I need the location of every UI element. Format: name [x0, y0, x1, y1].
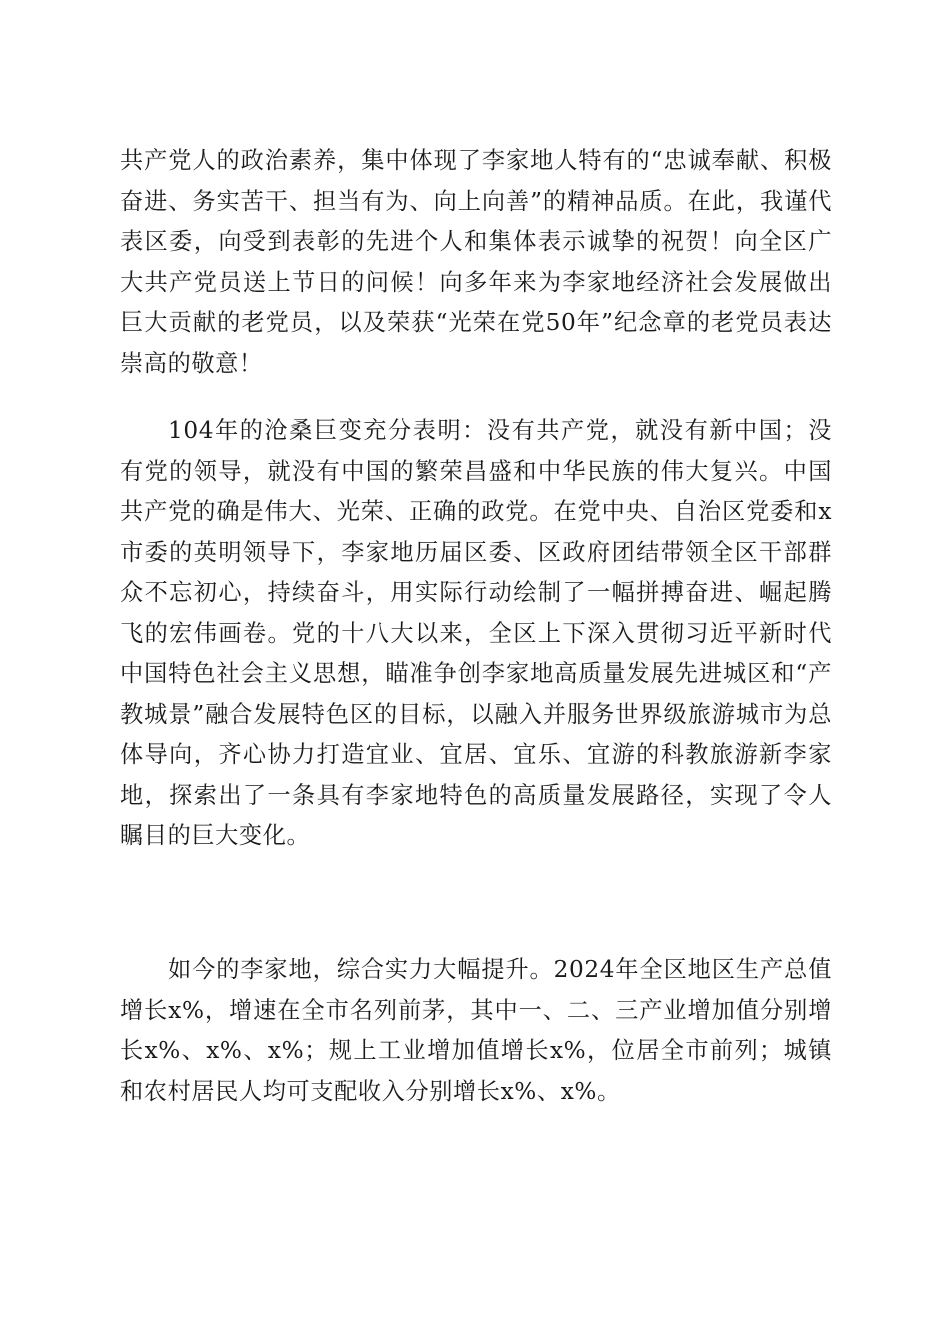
- paragraph-economic-growth: 如今的李家地，综合实力大幅提升。2024年全区地区生产总值增长x%，增速在全市名列前茅，其中一、二、三产业增加值分别增长x%、x%、x%；规上工业增加值增长x%，位居全市前列；城镇和农村居民人均可支配收入分别增长x%、x%。: [120, 956, 832, 1105]
- paragraph-party-history: 104年的沧桑巨变充分表明：没有共产党，就没有新中国；没有党的领导，就没有中国的繁荣昌盛和中华民族的伟大复兴。中国共产党的确是伟大、光荣、正确的政党。在党中央、自治区党委和x市委的英明领导下，李家地历届区委、区政府团结带领全区干部群众不忘初心，持续奋斗，用实际行动绘制了一幅拼搏奋进、崛起腾飞的宏伟画卷。党的十八大以来，全区上下深入贯彻习近平新时代中国特色社会主义思想，瞄准争创李家地高质量发展先进城区和“产教城景”融合发展特色区的目标，以融入并服务世界级旅游城市为总体导向，齐心协力打造宜业、宜居、宜乐、宜游的科教旅游新李家地，探索出了一条具有李家地特色的高质量发展路径，实现了令人瞩目的巨大变化。: [120, 417, 832, 849]
- paragraph-continuation: 共产党人的政治素养，集中体现了李家地人特有的“忠诚奉献、积极奋进、务实苦干、担当有为、向上向善”的精神品质。在此，我谨代表区委，向受到表彰的先进个人和集体表示诚挚的祝贺！向全区广大共产党员送上节日的问候！向多年来为李家地经济社会发展做出巨大贡献的老党员，以及荣获“光荣在党50年”纪念章的老党员表达崇高的敬意！: [120, 147, 832, 377]
